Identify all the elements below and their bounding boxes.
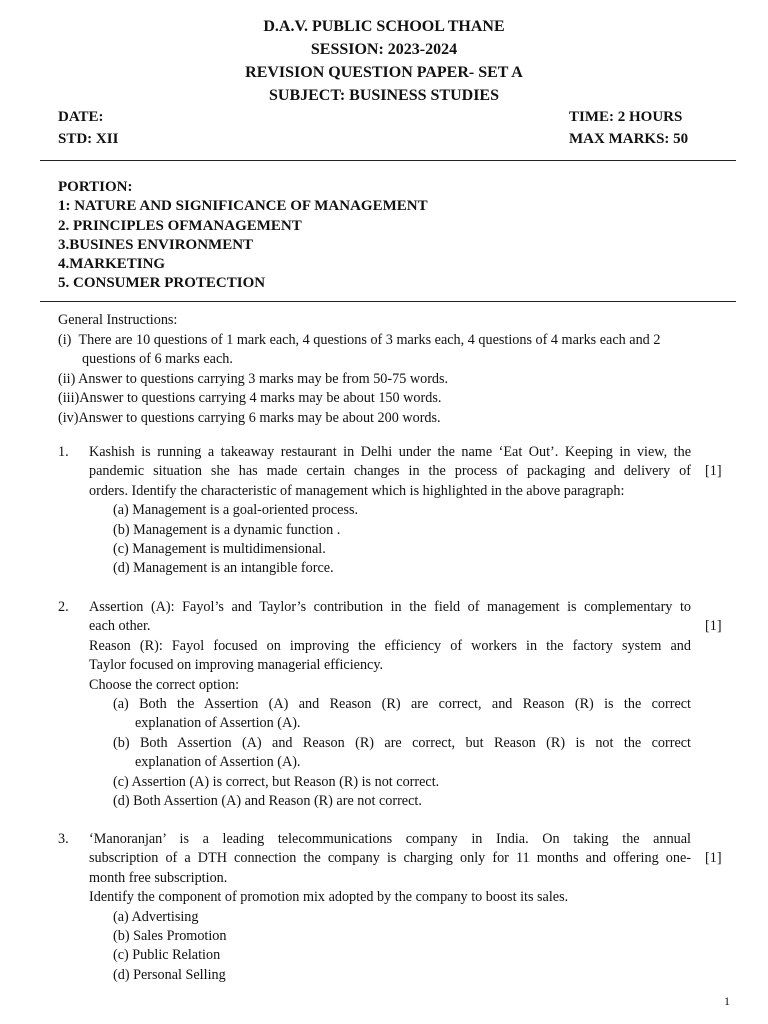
question-body: [89, 443, 691, 579]
portion-item: 2. PRINCIPLES OFMANAGEMENT: [58, 217, 302, 234]
option-a-cont: explanation of Assertion (A).: [135, 715, 301, 732]
question-line: pandemic situation she has made certain changes in the process of packaging and delivery of: [89, 463, 691, 480]
question-line: Taylor focused on improving managerial efficiency.: [89, 657, 384, 674]
option-c: (c) Management is multidimensional.: [113, 540, 326, 557]
question-line: Kashish is running a takeaway restaurant in Delhi under the name ‘Eat Out’. Keeping in view, the: [89, 444, 691, 460]
std-label: STD: XII: [58, 131, 119, 147]
question-1: [58, 443, 736, 583]
question-line: orders. Identify the characteristic of management which is highlighted in the above paragraph:: [89, 482, 625, 499]
question-line: each other.: [89, 618, 151, 635]
option-b: (b) Management is a dynamic function .: [113, 521, 341, 538]
paper-title: REVISION QUESTION PAPER- SET A: [245, 64, 523, 81]
option-d: (d) Personal Selling: [113, 966, 226, 983]
portion-item: 4.MARKETING: [58, 256, 166, 273]
marks-label: [1]: [705, 618, 722, 635]
time-label: TIME: 2 HOURS: [569, 109, 683, 125]
marks-label: [1]: [705, 850, 722, 867]
option-d: (d) Both Assertion (A) and Reason (R) are not correct.: [113, 792, 422, 809]
question-line: Choose the correct option:: [89, 676, 240, 693]
option-b: (b) Both Assertion (A) and Reason (R) are correct, but Reason (R) is not the correct: [113, 734, 691, 751]
option-b: (b) Sales Promotion: [113, 927, 227, 944]
header-divider: [40, 160, 736, 161]
portion-item: 5. CONSUMER PROTECTION: [58, 275, 266, 292]
instruction-iv: (iv)Answer to questions carrying 6 marks may be about 200 words.: [58, 409, 441, 426]
portion-item: 3.BUSINES ENVIRONMENT: [58, 236, 254, 253]
question-line: ‘Manoranjan’ is a leading telecommunications company in India. On taking the annual: [89, 831, 691, 847]
portion-divider: [40, 301, 736, 302]
instruction-i-cont: questions of 6 marks each.: [82, 351, 233, 367]
option-d: (d) Management is an intangible force.: [113, 560, 334, 577]
subject-line: SUBJECT: BUSINESS STUDIES: [268, 87, 499, 104]
instruction-ii: (ii) Answer to questions carrying 3 marks may be from 50-75 words.: [58, 370, 449, 387]
general-instructions: [58, 311, 736, 428]
option-c: (c) Assertion (A) is correct, but Reason (R) is not correct.: [113, 773, 440, 790]
school-name: D.A.V. PUBLIC SCHOOL THANE: [263, 18, 505, 35]
option-a: (a) Management is a goal-oriented process.: [113, 502, 359, 519]
instructions-title: General Instructions:: [58, 312, 178, 328]
instruction-i: [58, 331, 736, 351]
question-3: [58, 830, 736, 990]
session-line: SESSION: 2023-2024: [310, 41, 458, 58]
question-line: Identify the component of promotion mix adopted by the company to boost its sales.: [89, 889, 569, 906]
portion-section: [58, 178, 428, 294]
option-a: (a) Both the Assertion (A) and Reason (R) are correct, and Reason (R) is the correct: [113, 695, 691, 712]
instruction-i-text: There are 10 questions of 1 mark each, 4 questions of 3 marks each, 4 questions of 4 marks each and 2: [78, 331, 661, 348]
portion-title: PORTION:: [58, 179, 133, 195]
option-b-cont: explanation of Assertion (A).: [135, 754, 301, 771]
question-line: Assertion (A): Fayol’s and Taylor’s contribution in the field of management is complementary to: [89, 599, 691, 615]
question-number: 3.: [58, 831, 69, 847]
question-line: Reason (R): Fayol focused on improving the efficiency of workers in the factory system and: [89, 637, 691, 654]
marks-label: [1]: [705, 463, 722, 480]
option-c: (c) Public Relation: [113, 947, 221, 964]
max-marks-label: MAX MARKS: 50: [569, 131, 689, 147]
instruction-iii: (iii)Answer to questions carrying 4 marks may be about 150 words.: [58, 390, 442, 406]
date-label: DATE:: [58, 109, 104, 125]
question-line: month free subscription.: [89, 869, 228, 886]
question-line: subscription of a DTH connection the company is charging only for 11 months and offering one-: [89, 850, 691, 867]
portion-item: 1: NATURE AND SIGNIFICANCE OF MANAGEMENT: [58, 198, 428, 215]
question-number: 1.: [58, 444, 69, 460]
question-number: 2.: [58, 599, 69, 615]
question-body: [89, 598, 691, 811]
question-body: [89, 830, 691, 985]
page-number: 1: [724, 994, 730, 1008]
question-2: [58, 598, 736, 814]
instruction-i-label: (i): [58, 331, 72, 348]
option-a: (a) Advertising: [113, 908, 199, 925]
